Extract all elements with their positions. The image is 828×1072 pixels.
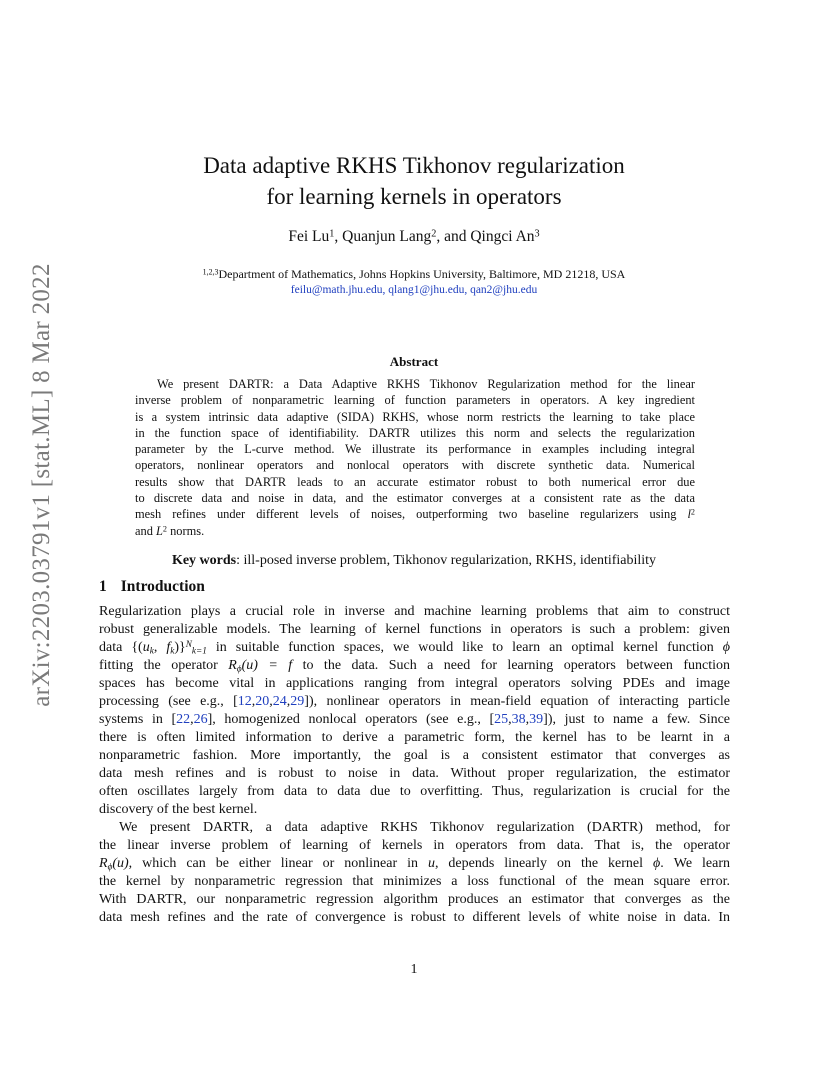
math-superscript: 2 bbox=[162, 524, 167, 533]
arxiv-sidebar bbox=[22, 263, 62, 707]
section-title: Introduction bbox=[120, 578, 205, 595]
math-symbol: u bbox=[142, 640, 150, 655]
abstract-heading: Abstract bbox=[389, 354, 439, 369]
email-link[interactable]: qlang1@jhu.edu bbox=[388, 284, 465, 296]
math-superscript: 2 bbox=[690, 507, 695, 517]
keywords bbox=[100, 553, 728, 569]
arxiv-identifier: arXiv:2203.03791v1 [stat.ML] 8 Mar 2022 bbox=[28, 263, 55, 707]
abstract-line: to discrete data and noise in data, and the estimator converges at a consistent rate as the data bbox=[135, 491, 695, 506]
body-line: We present DARTR, a data adaptive RKHS Tikhonov regularization (DARTR) method, for bbox=[119, 820, 730, 835]
email-link[interactable]: qan2@jhu.edu bbox=[470, 284, 538, 296]
introduction-body bbox=[99, 603, 730, 927]
abstract-line bbox=[135, 523, 695, 539]
citation-link[interactable]: 39 bbox=[529, 712, 544, 727]
body-line: discovery of the best kernel. bbox=[99, 802, 258, 817]
abstract-line: results show that DARTR leads to an accurate estimator robust to both numerical error due bbox=[135, 474, 695, 489]
citation-link[interactable]: 22 bbox=[176, 712, 191, 727]
math-symbol: R bbox=[228, 658, 237, 673]
abstract-line: is a system intrinsic data adaptive (SIDA) RKHS, whose norm restricts the learning to take place bbox=[135, 409, 695, 424]
math-symbol: R bbox=[99, 856, 108, 871]
body-line: data mesh refines and is robust to noise in data. Without proper regularization, the estimator bbox=[99, 766, 730, 781]
body-line: Regularization plays a crucial role in inverse and machine learning problems that aim to construct bbox=[99, 604, 730, 619]
keywords-label: Key words bbox=[171, 553, 237, 568]
text-run: in suitable function spaces, we would like to learn an optimal kernel function bbox=[206, 640, 723, 655]
math-expression: (u) bbox=[112, 856, 129, 871]
section-heading bbox=[99, 578, 205, 596]
keywords-text: : ill-posed inverse problem, Tikhonov regularization, RKHS, identifiability bbox=[236, 553, 657, 568]
math-symbol: L bbox=[156, 523, 163, 538]
abstract-line-text: and bbox=[135, 523, 156, 538]
math-symbol: ϕ bbox=[722, 640, 730, 655]
citation-link[interactable]: 26 bbox=[193, 712, 208, 727]
body-line bbox=[99, 855, 730, 873]
text-run: . We learn bbox=[660, 856, 730, 871]
abstract-line: inverse problem of nonparametric learning of function parameters in operators. A key ingredient bbox=[135, 393, 695, 408]
author-separator: , and bbox=[436, 228, 471, 245]
math-subscript: ϕ bbox=[107, 861, 113, 872]
section-number: 1 bbox=[99, 578, 107, 595]
text-run: , bbox=[153, 640, 167, 655]
author-name: Quanjun Lang bbox=[342, 228, 432, 245]
body-line: the kernel by nonparametric regression that minimizes a loss functional of the mean square error. bbox=[99, 874, 730, 889]
affiliation bbox=[100, 266, 728, 282]
paper-title bbox=[100, 150, 728, 212]
citation-link[interactable]: 29 bbox=[290, 694, 305, 709]
math-superscript: N bbox=[185, 638, 192, 649]
text-run: processing (see e.g., [ bbox=[99, 694, 238, 709]
math-subscript: k bbox=[149, 645, 154, 656]
math-subscript: k=1 bbox=[191, 645, 207, 656]
citation-link[interactable]: 12 bbox=[237, 694, 252, 709]
author-affil-mark: 1 bbox=[329, 228, 335, 240]
citation-link[interactable]: 20 bbox=[255, 694, 270, 709]
citation-link[interactable]: 25 bbox=[494, 712, 509, 727]
email-list: feilu@math.jhu.edu, qlang1@jhu.edu, qan2@jhu.edu bbox=[290, 284, 538, 296]
abstract-line bbox=[135, 506, 695, 522]
text-run: )} bbox=[174, 640, 186, 655]
body-line: processing (see e.g., [12,20,24,29]), nonlinear operators in mean-field equation of interacting particle bbox=[99, 694, 730, 709]
abstract-line: We present DARTR: a Data Adaptive RKHS Tikhonov Regularization method for the linear bbox=[157, 377, 695, 391]
body-line: systems in [22,26], homogenized nonlocal operators (see e.g., [25,38,39]), just to name a few. Since bbox=[99, 712, 731, 727]
text-run: systems in [ bbox=[99, 712, 177, 727]
body-line: With DARTR, our nonparametric regression algorithm produces an estimator that converges as the bbox=[99, 892, 730, 907]
body-line: there is often limited information to derive a parametric form, the kernel has to be learnt in a bbox=[99, 730, 730, 745]
body-line: data mesh refines and the rate of convergence is robust to different levels of white noise in data. In bbox=[99, 910, 730, 925]
abstract-body bbox=[135, 376, 695, 539]
math-expression: (u) = f bbox=[241, 658, 293, 673]
text-run: to the data. Such a need for learning operators between function bbox=[292, 658, 730, 673]
author-name: Qingci An bbox=[470, 228, 535, 245]
math-subscript: ϕ bbox=[236, 663, 242, 674]
abstract-line-text: norms. bbox=[167, 523, 205, 538]
affiliation-mark: 1,2,3 bbox=[202, 267, 219, 277]
author-separator: , bbox=[334, 228, 343, 245]
citation-link[interactable]: 38 bbox=[511, 712, 526, 727]
citation-link[interactable]: 24 bbox=[272, 694, 287, 709]
abstract-line: in the function space of identifiability. DARTR utilizes this norm and selects the regularization bbox=[135, 425, 695, 440]
text-run: ], homogenized nonlocal operators (see e.g., [ bbox=[207, 712, 495, 727]
body-line: often oscillates largely from data to data due to overfitting. Thus, regularization is crucial for the bbox=[99, 784, 730, 799]
title-line-1: Data adaptive RKHS Tikhonov regularization bbox=[203, 153, 625, 178]
math-symbol: ϕ bbox=[653, 856, 661, 871]
text-run: ]), nonlinear operators in mean-field equation of interacting particle bbox=[304, 694, 730, 709]
math-symbol: u bbox=[427, 856, 435, 871]
abstract-line: operators, nonlinear operators and nonlocal operators with discrete synthetic data. Numerical bbox=[135, 458, 695, 473]
body-line: the linear inverse problem of learning of kernels in operators from data. That is, the operator bbox=[99, 838, 730, 853]
page-number: 1 bbox=[410, 962, 418, 977]
math-symbol: l bbox=[687, 507, 691, 522]
author-name: Fei Lu bbox=[288, 228, 330, 245]
abstract-line-text: mesh refines under different levels of noises, outperforming two baseline regularizers using bbox=[135, 507, 677, 522]
body-line bbox=[99, 639, 730, 657]
author-list bbox=[100, 228, 728, 246]
affiliation-block bbox=[100, 266, 728, 298]
math-subscript: k bbox=[170, 645, 175, 656]
body-line: nonparametric fashion. More importantly, the goal is a consistent estimator that converges as bbox=[99, 748, 730, 763]
math-symbol: f bbox=[166, 640, 171, 655]
body-line: spaces has become vital in applications ranging from integral operators solving PDEs and image bbox=[99, 676, 730, 691]
text-run: fitting the operator bbox=[99, 658, 229, 673]
text-run: ]), just to name a few. Since bbox=[543, 712, 731, 727]
body-line bbox=[99, 657, 730, 675]
affiliation-text: Department of Mathematics, Johns Hopkins University, Baltimore, MD 21218, USA bbox=[218, 267, 626, 281]
author-affil-mark: 3 bbox=[534, 228, 540, 240]
title-line-2: for learning kernels in operators bbox=[266, 184, 562, 209]
text-run: , which can be either linear or nonlinear in bbox=[128, 856, 428, 871]
body-line: robust generalizable models. The learning of kernel functions in operators is such a problem: given bbox=[99, 622, 730, 637]
abstract-line: parameter by the L-curve method. We illustrate its performance in examples including integral bbox=[135, 442, 695, 457]
text-run: , depends linearly on the kernel bbox=[434, 856, 654, 871]
email-link[interactable]: feilu@math.jhu.edu bbox=[290, 284, 383, 296]
author-affil-mark: 2 bbox=[431, 228, 437, 240]
text-run: data {( bbox=[99, 640, 143, 655]
